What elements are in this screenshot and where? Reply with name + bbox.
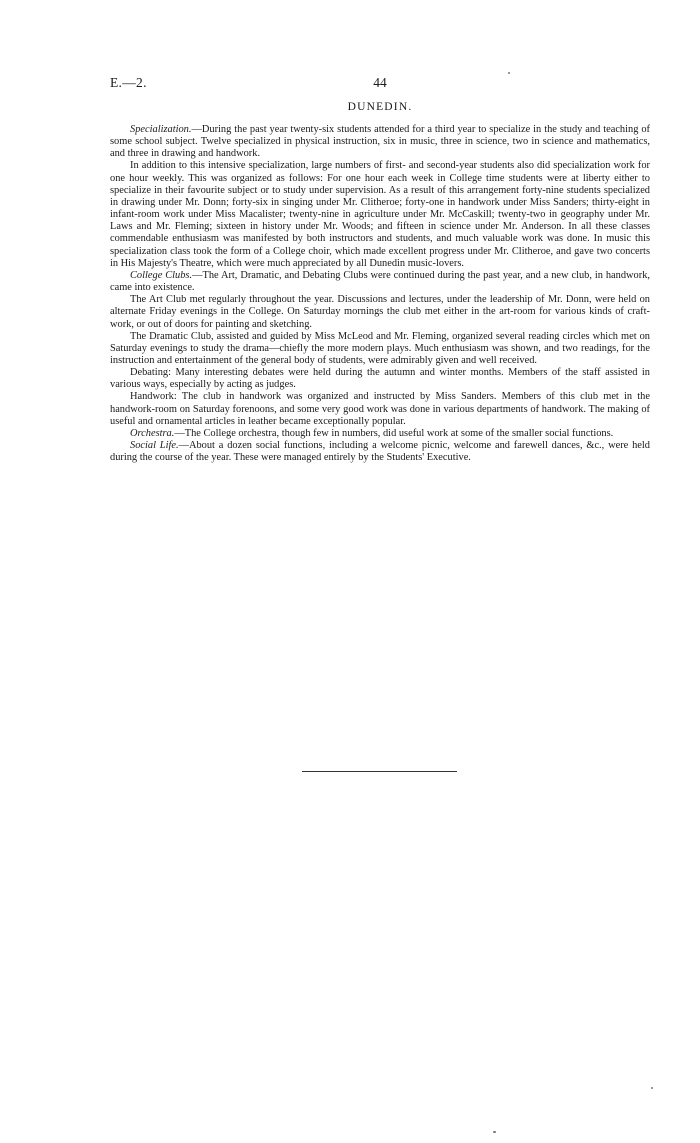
paragraph-orchestra <box>110 428 650 440</box>
paragraph-lead: Orchestra. <box>130 427 175 439</box>
scan-speck <box>493 1131 496 1133</box>
paragraph-art-club <box>110 294 650 330</box>
page-header <box>110 75 650 93</box>
paragraph-specialization <box>110 124 650 160</box>
paragraph-text: The Dramatic Club, assisted and guided by Miss McLeod and Mr. Fleming, organized several reading circles which met on Saturday evenings to study the drama—chiefly the more modern plays. Much enthusiasm was shown, and two readings, for the instruction and entertainment of the general body of students, were admirably given and well received. <box>110 330 650 366</box>
paragraph-text: In addition to this intensive specialization, large numbers of first- and second-year students also did specialization work for one hour weekly. This was organized as follows: For one hour each week in College time students were at liberty either to specialize in their favourite subject or to study under supervision. As a result of this arrangement forty-nine students specialized in drawing under Mr. Donn; forty-six in singing under Mr. Clitheroe; forty-one in handwork under Miss Sanders; thirty-eight in infant-room work under Miss Macalister; twenty-nine in agriculture under Mr. McCaskill; twenty-two in geography under Mr. Laws and Mr. Fleming; sixteen in history under Mr. Woods; and fifteen in science under Mr. Anderson. In all these classes commendable enthusiasm was manifested by both instructors and students, and much valuable work was done. In music this specialization class took the form of a College choir, which made excellent progress under Mr. Clitheroe, and gave two concerts in His Majesty's Theatre, which were much appreciated by all Dunedin music-lovers. <box>110 160 650 269</box>
section-title: DUNEDIN. <box>347 101 413 113</box>
paragraph-handwork <box>110 391 650 427</box>
paragraph-lead: Specialization. <box>130 124 192 135</box>
paragraph-dramatic-club <box>110 331 650 367</box>
scan-speck <box>508 72 510 74</box>
paragraph-text: The Art Club met regularly throughout the year. Discussions and lectures, under the leadership of Mr. Donn, were held on alternate Friday evenings in the College. On Saturday mornings the club met either in the art-room for various kinds of craft-work, or out of doors for painting and sketching. <box>110 294 650 330</box>
page-number: 44 <box>373 75 387 90</box>
paragraph-social-life <box>110 440 650 464</box>
paragraph-text: —The Art, Dramatic, and Debating Clubs were continued during the past year, and a new club, in handwork, came into existence. <box>110 269 650 294</box>
paragraph-intensive-specialization <box>110 160 650 269</box>
end-rule-divider <box>302 771 457 772</box>
paragraph-text: —The College orchestra, though few in numbers, did useful work at some of the smaller social functions. <box>174 427 614 439</box>
paragraph-lead: College Clubs. <box>130 269 193 281</box>
paragraph-debating <box>110 367 650 391</box>
paragraph-text: Debating: Many interesting debates were held during the autumn and winter months. Members of the staff assisted in various ways, especially by acting as judges. <box>110 367 650 391</box>
paragraph-text: —During the past year twenty-six students attended for a third year to specialize in the study and teaching of some school subject. Twelve specialized in physical instruction, six in music, three in science, two in science and mathematics, and three in drawing and handwork. <box>110 124 650 160</box>
paragraph-lead: Social Life. <box>130 440 179 452</box>
paragraph-text: —About a dozen social functions, including a welcome picnic, welcome and farewell dances, &c., were held during the course of the year. These were managed entirely by the Students' Executive. <box>110 440 650 464</box>
scan-speck <box>651 1087 653 1089</box>
paragraph-college-clubs <box>110 270 650 294</box>
body-text <box>110 124 650 464</box>
paragraph-text: Handwork: The club in handwork was organized and instructed by Miss Sanders. Members of this club met in the handwork-room on Saturday forenoons, and some very good work was done in various departments of handwork. The making of useful and ornamental articles in leather became exceptionally popular. <box>110 391 650 427</box>
document-code: E.—2. <box>110 75 147 90</box>
